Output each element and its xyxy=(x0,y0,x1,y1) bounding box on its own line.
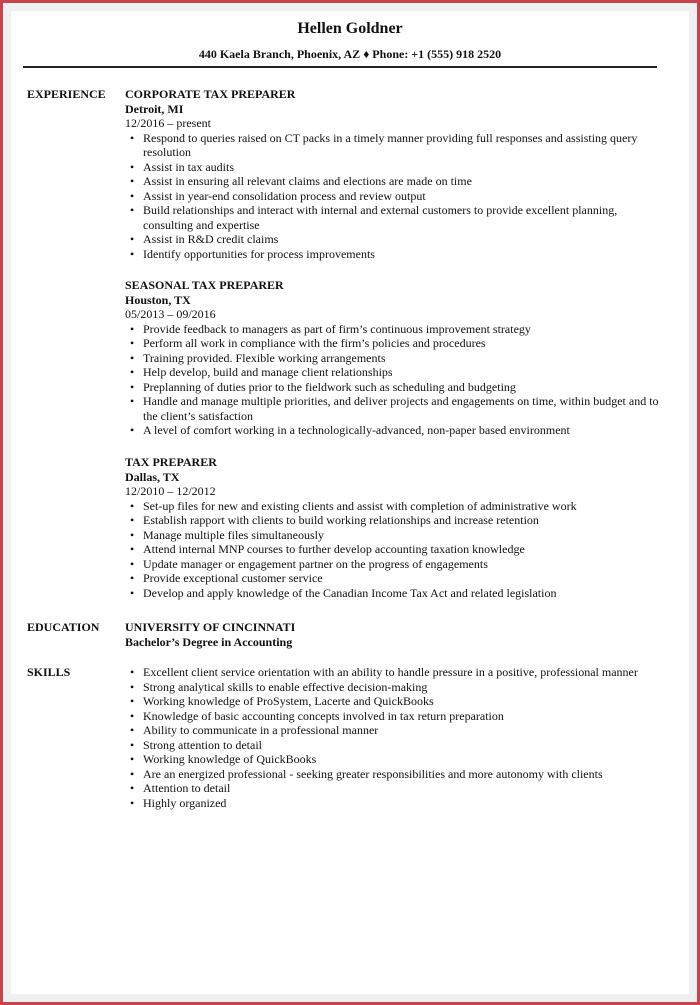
degree: Bachelor’s Degree in Accounting xyxy=(125,634,293,649)
list-item: • Ability to communicate in a professional manner xyxy=(143,723,665,738)
list-item: • Perform all work in compliance with the firm’s policies and procedures xyxy=(143,336,665,351)
list-item: • Knowledge of basic accounting concepts involved in tax return preparation xyxy=(143,709,665,724)
job-location: Dallas, TX xyxy=(125,469,180,484)
list-item: • Strong analytical skills to enable effective decision-making xyxy=(143,680,665,695)
job-entry xyxy=(125,278,665,438)
contact-line: 440 Kaela Branch, Phoenix, AZ ♦ Phone: +1 (555) 918 2520 xyxy=(198,47,502,61)
job-dates: 05/2013 – 09/2016 xyxy=(125,307,216,321)
list-item: • Manage multiple files simultaneously xyxy=(143,528,665,543)
list-item: • Handle and manage multiple priorities, and deliver projects and engagements on time, within budget and to the client’s satisfaction xyxy=(143,394,665,423)
job-location: Houston, TX xyxy=(125,292,191,307)
list-item: • Working knowledge of ProSystem, Lacerte and QuickBooks xyxy=(143,694,665,709)
list-item: • Assist in ensuring all relevant claims and elections are made on time xyxy=(143,174,665,189)
list-item: • Set-up files for new and existing clients and assist with completion of administrative work xyxy=(143,499,665,514)
job-bullets xyxy=(125,131,665,262)
list-item: • Help develop, build and manage client relationships xyxy=(143,365,665,380)
list-item: • Strong attention to detail xyxy=(143,738,665,753)
list-item: • Assist in R&D credit claims xyxy=(143,232,665,247)
candidate-name: Hellen Goldner xyxy=(297,20,403,37)
list-item: • Attend internal MNP courses to further develop accounting taxation knowledge xyxy=(143,542,665,557)
skills-list-block xyxy=(125,665,665,810)
education-entry xyxy=(125,620,665,649)
job-entry xyxy=(125,87,665,261)
skills-heading: SKILLS xyxy=(27,665,71,679)
education-heading: EDUCATION xyxy=(27,620,100,634)
job-title: SEASONAL TAX PREPARER xyxy=(125,278,284,292)
job-dates: 12/2016 – present xyxy=(125,116,211,130)
list-item: • Respond to queries raised on CT packs in a timely manner providing full responses and assisting query resolution xyxy=(143,131,665,160)
list-item: • Attention to detail xyxy=(143,781,665,796)
job-location: Detroit, MI xyxy=(125,101,184,116)
list-item: • Training provided. Flexible working arrangements xyxy=(143,351,665,366)
list-item: • Excellent client service orientation with an ability to handle pressure in a positive, professional manner xyxy=(143,665,665,680)
job-title: TAX PREPARER xyxy=(125,455,217,469)
skills-list xyxy=(125,665,665,810)
list-item: • Update manager or engagement partner on the progress of engagements xyxy=(143,557,665,572)
list-item: • Are an energized professional - seeking greater responsibilities and more autonomy with clients xyxy=(143,767,665,782)
list-item: • Assist in year-end consolidation process and review output xyxy=(143,189,665,204)
job-dates: 12/2010 – 12/2012 xyxy=(125,484,216,498)
experience-heading: EXPERIENCE xyxy=(27,87,106,101)
list-item: • Provide exceptional customer service xyxy=(143,571,665,586)
job-title: CORPORATE TAX PREPARER xyxy=(125,87,296,101)
list-item: • Highly organized xyxy=(143,796,665,811)
list-item: • Build relationships and interact with internal and external customers to provide excellent planning, consulting and expertise xyxy=(143,203,665,232)
list-item: • Preplanning of duties prior to the fieldwork such as scheduling and budgeting xyxy=(143,380,665,395)
school-name: UNIVERSITY OF CINCINNATI xyxy=(125,620,296,634)
list-item: • Establish rapport with clients to build working relationships and increase retention xyxy=(143,513,665,528)
list-item: • Provide feedback to managers as part of firm’s continuous improvement strategy xyxy=(143,322,665,337)
list-item: • Working knowledge of QuickBooks xyxy=(143,752,665,767)
list-item: • Identify opportunities for process improvements xyxy=(143,247,665,262)
list-item: • A level of comfort working in a technologically-advanced, non-paper based environment xyxy=(143,423,665,438)
list-item: • Develop and apply knowledge of the Canadian Income Tax Act and related legislation xyxy=(143,586,665,601)
job-bullets xyxy=(125,322,665,438)
job-bullets xyxy=(125,499,665,601)
header-divider xyxy=(23,66,657,68)
list-item: • Assist in tax audits xyxy=(143,160,665,175)
job-entry xyxy=(125,455,665,600)
